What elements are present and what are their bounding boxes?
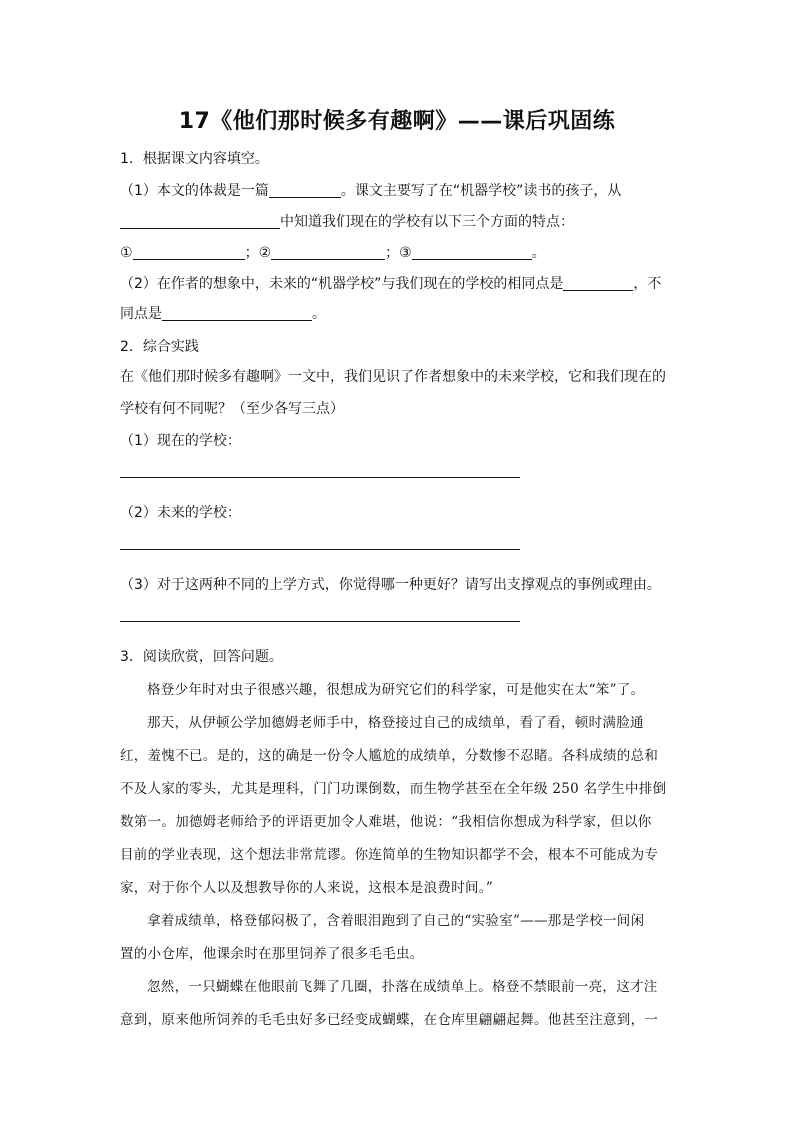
passage-line: 意到，原来他所饲养的毛毛虫好多已经变成蝴蝶，在仓库里翩翩起舞。他甚至注意到，一 [120, 1012, 659, 1028]
q2-sub1-answer-line[interactable] [120, 477, 520, 478]
passage-line: 目前的学业表现，这个想法非常荒谬。你连简单的生物知识都学不会，根本不可能成为专 [120, 847, 659, 863]
q3-heading: 3．阅读欣赏，回答问题。 [120, 649, 283, 665]
q1-heading: 1．根据课文内容填空。 [120, 151, 269, 167]
q2-sub2-label: （2）未来的学校： [120, 505, 241, 521]
feature-1-blank[interactable] [133, 245, 245, 260]
q2-sub2-answer-line[interactable] [120, 549, 520, 550]
passage-line: 数第一。加德姆老师给予的评语更加令人难堪，他说：“我相信你想成为科学家，但以你 [120, 814, 652, 830]
feature-3-blank[interactable] [412, 245, 532, 260]
similarity-blank[interactable] [563, 276, 633, 291]
genre-blank[interactable] [269, 183, 341, 198]
q1-features-line [120, 242, 546, 262]
q2-sub3-answer-line[interactable] [120, 621, 520, 622]
q1-part1-line1 [120, 180, 621, 200]
passage-line: 那天，从伊顿公学加德姆老师手中，格登接过自己的成绩单，看了看，顿时满脸通 [147, 715, 644, 731]
separator-1: ； [244, 245, 259, 261]
q2-intro-line1: 在《他们那时候多有趣啊》一文中，我们见识了作者想象中的未来学校，它和我们现在的 [120, 369, 666, 385]
q1-part1-text-c: 中知道我们现在的学校有以下三个方面的特点： [280, 214, 574, 230]
passage-line: 家，对于你个人以及想教导你的人来说，这根本是浪费时间。” [120, 880, 494, 896]
difference-blank[interactable] [162, 306, 312, 321]
q1-part2-line2 [120, 303, 326, 323]
passage-line: 不及人家的零头，尤其是理科，门门功课倒数，而生物学甚至在全年级 250 名学生中排倒 [120, 781, 667, 797]
marker-1: ① [120, 245, 133, 261]
q1-part1-text-b: 。课文主要写了在“机器学校”读书的孩子，从 [340, 183, 622, 199]
source-blank[interactable] [120, 214, 280, 229]
passage-line: 置的小仓库，他课余时在那里饲养了很多毛毛虫。 [120, 946, 424, 962]
q1-part1-text-a: （1）本文的体裁是一篇 [120, 183, 269, 199]
passage-line: 忽然，一只蝴蝶在他眼前飞舞了几圈，扑落在成绩单上。格登不禁眼前一亮，这才注 [147, 979, 658, 995]
passage-line: 拿着成绩单，格登郁闷极了，含着眼泪跑到了自己的“实验室”——那是学校一间闲 [147, 913, 645, 929]
passage-line: 红，羞愧不已。是的，这的确是一份令人尴尬的成绩单，分数惨不忍睹。各科成绩的总和 [120, 748, 659, 764]
q2-heading: 2．综合实践 [120, 339, 199, 355]
q1-part2-text-c: 同点是 [120, 306, 162, 322]
end-mark: 。 [531, 245, 546, 261]
page-title: 17《他们那时候多有趣啊》——课后巩固练 [178, 109, 616, 134]
q2-intro-line2: 学校有何不同呢？（至少各写三点） [120, 401, 344, 417]
feature-2-blank[interactable] [271, 245, 385, 260]
separator-2: ； [385, 245, 400, 261]
q1-part2-text-a: （2）在作者的想象中，未来的“机器学校”与我们现在的学校的相同点是 [120, 276, 564, 292]
q1-part2-text-d: 。 [312, 306, 326, 322]
q1-part2-text-b: ，不 [633, 276, 662, 292]
marker-3: ③ [399, 245, 412, 261]
q2-sub1-label: （1）现在的学校： [120, 433, 241, 449]
marker-2: ② [258, 245, 272, 261]
passage-line: 格登少年时对虫子很感兴趣，很想成为研究它们的科学家，可是他实在太“笨”了。 [147, 682, 645, 698]
q1-part1-line2 [120, 211, 574, 231]
q2-sub3-label: （3）对于这两种不同的上学方式，你觉得哪一种更好？请写出支撑观点的事例或理由。 [120, 577, 661, 593]
q1-part2-line1 [120, 273, 661, 293]
